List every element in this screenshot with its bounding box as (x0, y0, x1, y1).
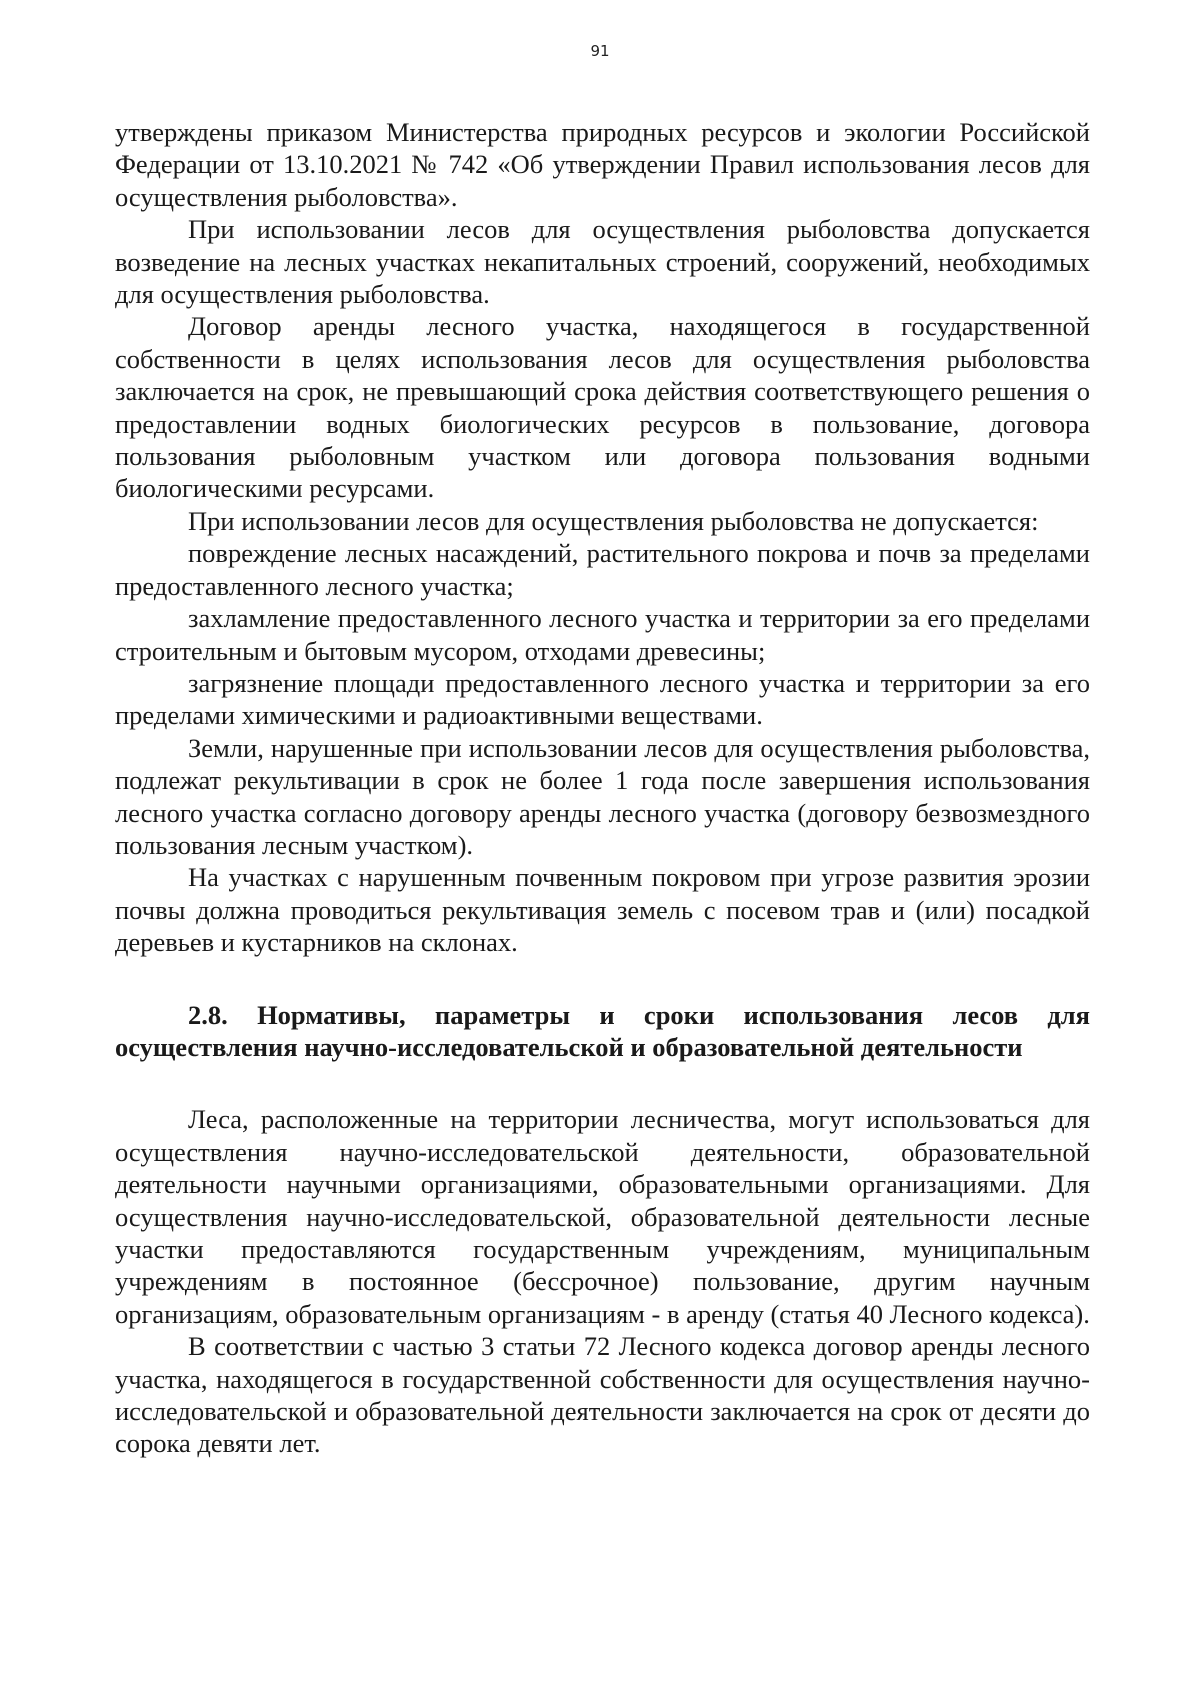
page-number: 91 (590, 42, 610, 60)
paragraph: При использовании лесов для осуществления рыболовства не допускается: (188, 505, 1039, 536)
document-body (115, 116, 1090, 1460)
list-item: загрязнение площади предоставленного лесного участка и территории за его пределами химическими и радиоактивными веществами. (115, 667, 1090, 731)
paragraph-continuation: утверждены приказом Министерства природных ресурсов и экологии Российской Федерации от 13.10.2021 № 742 «Об утверждении Правил использования лесов для осуществления рыболовства». (115, 117, 1090, 212)
paragraph: Леса, расположенные на территории лесничества, могут использоваться для осуществления научно-исследовательской деятельности, образовательной деятельности научными организациями, образовательными организациями. Для осуществления научно-исследовательской, образовательной деятельности лесные участки предоставляются государственным учреждениям, муниципальным учреждениям в постоянное (бессрочное) пользование, другим научным организациям, образовательным организациям - в аренду (статья 40 Лесного кодекса). (115, 1104, 1090, 1329)
section-heading: 2.8. Нормативы, параметры и сроки использования лесов для осуществления научно-исследовательской и образовательной деятельности (115, 999, 1090, 1062)
paragraph: При использовании лесов для осуществления рыболовства допускается возведение на лесных участках некапитальных строений, сооружений, необходимых для осуществления рыболовства. (115, 214, 1090, 310)
list-item: захламление предоставленного лесного участка и территории за его пределами строительным и бытовым мусором, отходами древесины; (115, 603, 1090, 666)
list-item: повреждение лесных насаждений, растительного покрова и почв за пределами предоставленного лесного участка; (115, 538, 1090, 601)
paragraph: Земли, нарушенные при использовании лесов для осуществления рыболовства, подлежат рекультивации в срок не более 1 года после завершения использования лесного участка согласно договору аренды лесного участка (договору безвозмездного пользования лесным участком). (115, 732, 1090, 860)
paragraph: В соответствии с частью 3 статьи 72 Лесного кодекса договор аренды лесного участка, находящегося в государственной собственности для осуществления научно-исследовательской и образовательной деятельности заключается на срок от десяти до сорока девяти лет. (115, 1331, 1090, 1459)
paragraph: Договор аренды лесного участка, находящегося в государственной собственности в целях использования лесов для осуществления рыболовства заключается на срок, не превышающий срока действия соответствующего решения о предоставлении водных биологических ресурсов в пользование, договора пользования рыболовным участком или договора пользования водными биологическими ресурсами. (115, 311, 1090, 504)
paragraph: На участках с нарушенным почвенным покровом при угрозе развития эрозии почвы должна проводиться рекультивация земель с посевом трав и (или) посадкой деревьев и кустарников на склонах. (115, 862, 1090, 958)
